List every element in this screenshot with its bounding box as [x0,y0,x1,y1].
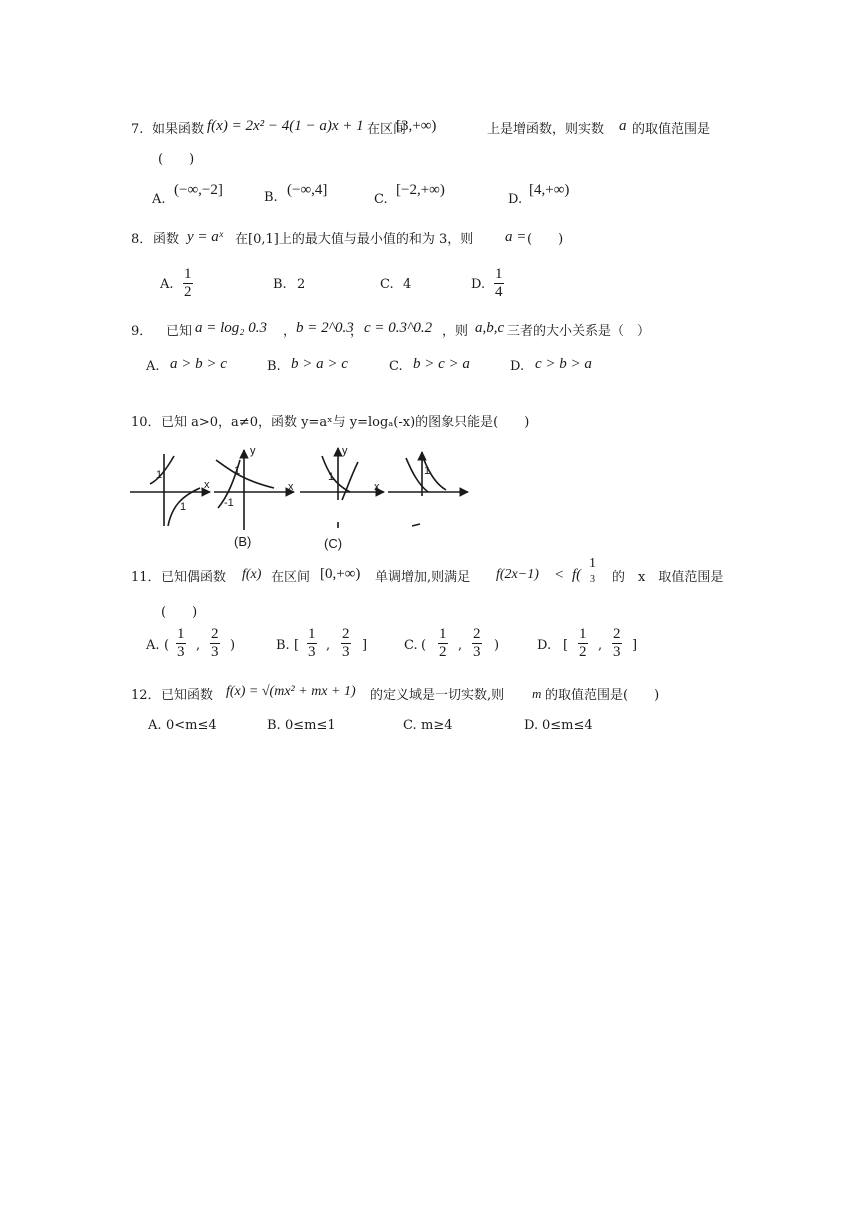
q8-option-a-den: 2 [184,284,192,300]
q7-text-d: 的取值范围是 [632,122,711,137]
graph-a-tick-one: 1 [156,469,163,481]
graph-b-caption: (B) [234,534,252,549]
q11-option-a-d1: 3 [177,644,185,660]
q10-graph-d [388,452,468,526]
q12-option-b-value: 0≤m≤1 [285,718,336,733]
q11-text-d: 的 x 取值范围是 [612,570,724,585]
q7-text-b: 在区间 [367,122,407,137]
graph-b-tick-one: 1 [234,465,241,477]
q11-option-a-n1: 1 [177,626,185,642]
q8-text-a: 函数 [153,232,180,247]
q7-option-a-label: A. [152,192,166,207]
q9-text-a: 已知 [166,324,193,339]
q11-option-d-close: ] [632,638,638,653]
q11-option-c-n2: 2 [473,626,481,642]
q11-option-c-open: ( [421,638,427,653]
q12-option-d-label: D. [524,718,539,733]
q7-var: a [619,118,627,134]
q12-text-a: 已知函数 [161,688,214,703]
q9-def-b: b = 2^0.3 [296,320,354,336]
q11-interval: [0,+∞) [320,566,361,582]
q12-option-b-label: B. [267,718,281,733]
q9-vars: a,b,c [475,320,505,336]
q7-option-d-value: [4,+∞) [529,182,570,198]
q11-text-c: 单调增加,则满足 [375,570,471,585]
graph-a-x-label: x [204,479,210,491]
graph-b-tick-neg-one: -1 [224,497,234,509]
q11-text-b: 在区间 [271,570,311,585]
q7-option-c-value: [−2,+∞) [396,182,445,198]
q7-interval: [3,+∞) [396,118,437,134]
q11-ineq-left: f(2x−1) [496,567,539,582]
graph-a-tick-one-x: 1 [180,501,187,513]
q11-option-b-open: [ [294,638,300,653]
graph-c-exp-curve [322,456,350,492]
q11-ineq-right: f( [572,567,582,583]
q8-option-d-num: 1 [495,266,503,282]
graph-c-caption: (C) [324,536,343,551]
graph-c-tick-one: 1 [328,471,335,483]
q11-option-a-frac1 [176,626,186,661]
q7-text-a: 如果函数 [152,122,205,137]
q11-option-a-close: ) [230,638,236,653]
q11-text-a: 已知偶函数 [161,570,227,585]
q12-option-a-label: A. [148,718,162,733]
q9-sep-2: ， [350,324,364,339]
q11-option-c-frac1 [438,626,448,661]
q7-option-b-label: B. [264,190,278,205]
q12-option-a-value: 0<m≤4 [166,718,217,733]
q8-option-d-label: D. [471,277,486,292]
q11-option-d-comma: , [598,638,603,653]
q11-option-d-d2: 3 [613,644,621,660]
q11-option-a-comma: , [196,638,201,653]
q11-fx: f(x) [242,567,262,582]
q12-number: 12． [131,688,161,703]
q8-option-a-label: A. [160,277,174,292]
q11-option-b-frac1 [307,626,317,661]
q8-text-b: 在[0,1]上的最大值与最小值的和为 3，则 [235,232,474,247]
q12-var: m [532,686,542,701]
q10-graph-c [300,445,384,551]
q9-option-c-label: C. [389,359,403,374]
q11-option-b-n2: 2 [342,626,350,642]
q11-option-c-n1: 1 [439,626,447,642]
q9-text-c: 三者的大小关系是（ ） [507,324,651,339]
q8-option-a-fraction [183,266,193,301]
q8-option-a-num: 1 [184,266,192,282]
q11-option-a-frac2 [210,626,220,661]
q11-lt: < [555,567,564,583]
q7-number: 7. [131,122,144,137]
q11-option-d-frac2 [612,626,622,661]
q11-option-c-close: ) [494,638,500,653]
q9-def-c: c = 0.3^0.2 [364,320,433,336]
graph-c-log-curve [342,462,358,500]
graph-b-exp-curve [216,460,274,488]
q9-sep-1: ， [283,324,297,339]
q11-fraction-num: 1 [589,556,596,571]
q11-option-b-d1: 3 [308,644,316,660]
q11-option-c-comma: , [458,638,463,653]
q11-option-c-label: C. [404,638,418,653]
q12-option-c-label: C. [403,718,417,733]
q11-fraction [588,556,597,588]
q11-option-d-d1: 2 [579,644,587,660]
q8-option-b-value: 2 [297,277,306,292]
q9-option-c-value: b > c > a [413,356,470,372]
q9-option-d-value: c > b > a [535,356,592,372]
q7-blank: ( ) [158,152,195,167]
q11-option-a-label: A. [146,638,160,653]
q11-option-b-comma: , [326,638,331,653]
q8-option-d-fraction [494,266,504,301]
q9-option-b-value: b > a > c [291,356,348,372]
graph-c-x-label: x [374,481,380,493]
q11-option-a-open: ( [164,638,170,653]
q9-option-a-label: A. [146,359,160,374]
q12-text-b: 的定义域是一切实数,则 [370,688,505,703]
q10-graph-b [214,445,294,549]
q8-option-b-label: B. [273,277,287,292]
graph-b-x-label: x [288,481,294,493]
q12-formula: f(x) = √(mx² + mx + 1) [226,684,356,699]
q12-option-d-value: 0≤m≤4 [542,718,593,733]
q11-number: 11． [131,570,161,585]
q11-option-d-open: [ [563,638,569,653]
q7-option-d-label: D. [508,192,523,207]
q8-formula-b: a = [505,229,527,245]
q8-option-c-value: 4 [403,277,412,292]
graph-d-tick-one: 1 [424,465,431,477]
q9-number: 9． [131,324,153,339]
q9-def-a: a = log₂ 0.3 [195,320,268,336]
q11-fraction-den: 3 [590,574,595,585]
q11-option-c-frac2 [472,626,482,661]
q7-formula: f(x) = 2x² − 4(1 − a)x + 1 [207,118,364,134]
q11-option-d-n1: 1 [579,626,587,642]
q7-option-c-label: C. [374,192,388,207]
q11-option-d-label: D. [537,638,552,653]
q11-option-d-frac1 [578,626,588,661]
q9-option-d-label: D. [510,359,525,374]
q8-blank: ( ) [527,232,564,247]
graph-b-y-label: y [250,445,256,457]
q9-text-b: ，则 [442,324,469,339]
graph-c-y-label: y [342,445,348,457]
q10-graph-a [130,454,210,526]
q11-option-b-n1: 1 [308,626,316,642]
q11-option-b-close: ] [362,638,368,653]
q12-option-c-value: m≥4 [421,718,453,733]
q8-option-d-den: 4 [495,284,503,300]
q8-option-c-label: C. [380,277,394,292]
q9-option-a-value: a > b > c [170,356,227,372]
q11-option-a-n2: 2 [211,626,219,642]
q11-option-b-label: B. [276,638,290,653]
q7-text-c: 上是增函数，则实数 [487,122,605,137]
q8-number: 8． [131,232,153,247]
q11-option-b-frac2 [341,626,351,661]
q7-option-a-value: (−∞,−2] [174,182,223,198]
q11-option-a-d2: 3 [211,644,219,660]
q8-formula: y = aˣ [187,229,224,245]
q12-text-c: 的取值范围是( ) [545,688,660,703]
q10-number: 10． [131,415,161,430]
q9-option-b-label: B. [267,359,281,374]
q10-graph-options [128,440,476,556]
q11-option-c-d1: 2 [439,644,447,660]
q11-option-c-d2: 3 [473,644,481,660]
q11-blank: ( ) [161,605,198,620]
q11-option-d-n2: 2 [613,626,621,642]
q7-option-b-value: (−∞,4] [287,182,328,198]
graph-d-mark [412,524,420,526]
q11-option-b-d2: 3 [342,644,350,660]
q10-text: 已知 a>0，a≠0，函数 y=aˣ与 y=logₐ(-x)的图象只能是( ) [161,415,530,430]
